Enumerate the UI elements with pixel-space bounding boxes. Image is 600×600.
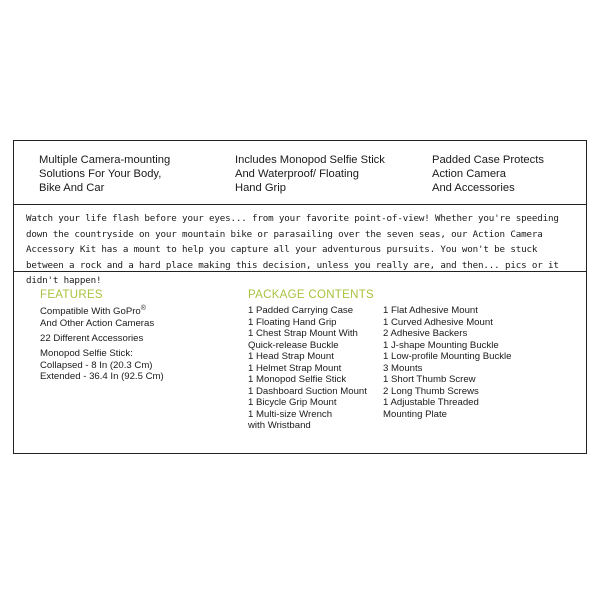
highlight-monopod: Includes Monopod Selfie Stick And Waterproof/ Floating Hand Grip — [235, 154, 385, 194]
list-item: 1 Padded Carrying Case — [248, 305, 354, 316]
feature-compat-line1: Compatible With GoPro — [40, 306, 141, 317]
feature-compat-line2: And Other Action Cameras — [40, 317, 155, 329]
features-title: FEATURES — [40, 289, 103, 301]
list-item: 1 Monopod Selfie Stick — [248, 374, 347, 385]
list-item: 1 Dashboard Suction Mount — [248, 385, 367, 397]
list-item: 1 Bicycle Grip Mount — [248, 397, 337, 408]
list-item: 2 Adhesive Backers — [383, 328, 468, 339]
registered-mark: ® — [140, 304, 146, 312]
divider-top — [14, 204, 586, 205]
feature-monopod: Monopod Selfie Stick: Collapsed - 8 In (20.3 Cm) Extended - 36.4 In (92.5 Cm) — [40, 348, 164, 382]
highlights-row — [14, 141, 586, 204]
package-list-right — [383, 305, 553, 420]
list-item: 1 Head Strap Mount — [248, 351, 334, 362]
list-item: 1 Floating Hand Grip — [248, 316, 337, 328]
info-card — [13, 140, 587, 454]
list-item: 1 Helmet Strap Mount — [248, 362, 342, 374]
highlight-mounting: Multiple Camera-mounting Solutions For Your Body, Bike And Car — [39, 154, 171, 194]
list-item: 3 Mounts — [383, 362, 423, 374]
feature-compatibility — [40, 306, 154, 329]
list-item: 1 J-shape Mounting Buckle — [383, 339, 499, 351]
tagline-paragraph: Watch your life flash before your eyes... from your favorite point-of-view! Whether you're speeding down the countryside on your mountain bike or parasailing over the seven seas, our Action Camera Accessory Kit has a mount to help you capture all your adventurous pursuits. You won't be stuck between a rock and a hard place making this decision, unless you really are, and then... pics or it didn't happen! — [26, 213, 559, 286]
list-item: 1 Multi-size Wrench with Wristband — [248, 408, 333, 431]
feature-accessories: 22 Different Accessories — [40, 333, 144, 344]
list-item: 1 Adjustable Threaded Mounting Plate — [383, 397, 479, 420]
list-item: 1 Low-profile Mounting Buckle — [383, 351, 512, 362]
package-list-left — [248, 305, 393, 432]
package-title: PACKAGE CONTENTS — [248, 289, 374, 301]
list-item: 1 Flat Adhesive Mount — [383, 305, 478, 316]
list-item: 1 Short Thumb Screw — [383, 374, 476, 385]
list-item: 1 Curved Adhesive Mount — [383, 316, 493, 328]
highlight-case: Padded Case Protects Action Camera And Accessories — [432, 154, 544, 194]
list-item: 2 Long Thumb Screws — [383, 385, 479, 397]
list-item: 1 Chest Strap Mount With Quick-release Buckle — [248, 328, 358, 351]
divider-middle — [14, 271, 586, 272]
